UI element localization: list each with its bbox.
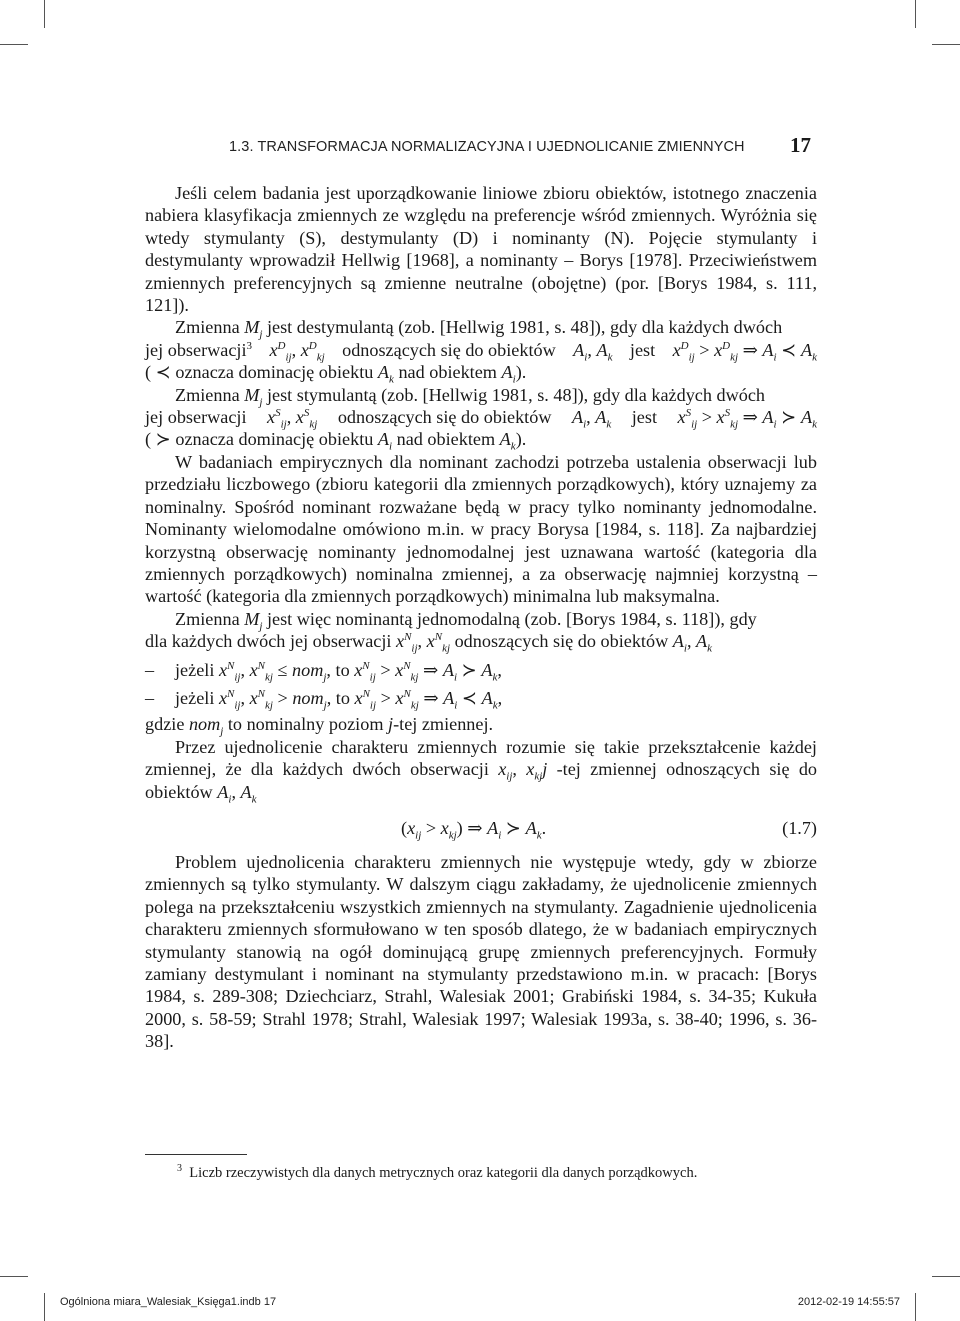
crop-mark: [44, 1293, 45, 1321]
equation-number: (1.7): [782, 817, 817, 838]
destymulanta-note: ( ≺ oznacza dominację obiektu $A_k$ nad obiektem $A_i$).: [145, 362, 527, 386]
nominanta-case-2: – jeżeli $x^N_{ij}$, $x^N_{kj} > nom_j$, to $x^N_{ij} > x^N_{kj}$ ⇒ $A_i$ ≺ $A_k$,: [145, 687, 503, 712]
equation-1-7: [145, 813, 817, 843]
destymulanta-definition-line: jej obserwacji$^3$ $x^D_{ij}$, $x^D_{kj}$ odnoszących się do obiektów $A_i$, $A_k$ jest $x^D_{ij} > x^D_{kj}$ ⇒ $A_i$ ≺ $A_k$: [145, 339, 817, 364]
page-number: 17: [790, 133, 811, 157]
crop-mark: [932, 44, 960, 45]
paragraph-ujednolicenie: Przez ujednolicenie charakteru zmiennych rozumie się takie przekształcenie każdej zmiennej, że dla każdych dwóch obserwacji $x_{ij}$, $x_{kj}j$ -tej zmiennej odnoszących się do obiektów $A_i$, $A_k$: [145, 736, 818, 806]
page-body: [145, 182, 817, 1053]
nominanta-gdzie: gdzie nom$_j$ to nominalny poziom j-tej zmiennej.: [145, 714, 494, 738]
nominanta-definition-line: dla każdych dwóch jej obserwacji $x^N_{ij}$, $x^N_{kj}$ odnoszących się do obiektów $A_i$, $A_k$: [145, 631, 713, 655]
stymulanta-note: ( ≻ oznacza dominację obiektu $A_i$ nad obiektem $A_k$).: [145, 429, 527, 454]
footer-file: Ogólniona miara_Walesiak_Księga1.indb 17: [60, 1296, 277, 1308]
crop-mark: [915, 1293, 916, 1321]
equation-body: $(x_{ij} > x_{kj})$ ⇒ $A_i$ ≻ $A_k$.: [401, 817, 547, 842]
footnote: [177, 1165, 817, 1182]
crop-mark: [915, 0, 916, 28]
footnote-ref[interactable]: 3: [246, 339, 253, 352]
stymulanta-definition-line: jej obserwacji $x^S_{ij}$, $x^S_{kj}$ odnoszących się do obiektów $A_i$, $A_k$ jest $x^S_{ij} > x^S_{kj}$ ⇒ $A_i$ ≻ $A_k$: [145, 407, 817, 431]
nominanta-case-1: – jeżeli $x^N_{ij}$, $x^N_{kj} \le nom_j$, to $x^N_{ij} > x^N_{kj}$ ⇒ $A_i$ ≻ $A_k$,: [145, 659, 502, 684]
footnote-text: Liczb rzeczywistych dla danych metrycznych oraz kategorii dla danych porządkowych.: [189, 1165, 698, 1181]
paragraph-stymulanta: Zmienna $M_j$ jest stymulantą (zob. [Hellwig 1981, s. 48]), gdy dla każdych dwóch: [175, 384, 765, 409]
paragraph-destymulanta: Zmienna $M_j$ jest destymulantą (zob. [Hellwig 1981, s. 48]), gdy dla każdych dwóch: [175, 317, 783, 342]
footnote-number: 3: [177, 1163, 182, 1175]
footnote-rule: [145, 1154, 247, 1155]
running-header: 1.3. TRANSFORMACJA NORMALIZACYJNA I UJEDNOLICANIE ZMIENNYCH: [229, 139, 745, 155]
paragraph-classification: Jeśli celem badania jest uporządkowanie liniowe zbioru obiektów, istotnego znaczenia nabiera klasyfikacja zmiennych ze względu na preferencje wśród zmiennych. Wyróżnia się wtedy stymulanty (S), destymulanty (D) i nominanty (N). Pojęcie stymulanty i destymulanty wprowadził Hellwig [1968], a nominanty – Borys [1978]. Przeciwieństwem zmiennych preferencyjnych są zmienne neutralne (obojętne) (por. [Borys 1984, s. 111, 121]).: [145, 183, 817, 316]
paragraph-nominanty: W badaniach empirycznych dla nominant zachodzi potrzeba ustalenia obserwacji lub przedziału liczbowego (zbioru kategorii dla zmiennych porządkowych), który uznajemy za nominalny. Spośród nominant rozważane będą w pracy tylko nominanty jednomodalne. Nominanty wielomodalne omówiono m.in. w pracy Borysa [1984, s. 118]. Za najbardziej korzystną obserwację nominanty jednomodalnej jest uznawana wartość (kategoria dla zmiennych porządkowych) nominalna zmiennej, a za obserwację najmniej korzystną – wartość (kategoria dla zmiennych porządkowych) minimalna lub maksymalna.: [145, 451, 817, 607]
footer-timestamp: 2012-02-19 14:55:57: [797, 1296, 900, 1308]
crop-mark: [44, 0, 45, 28]
print-footer: [60, 1296, 900, 1308]
crop-mark: [0, 44, 28, 45]
crop-mark: [932, 1276, 960, 1277]
crop-mark: [0, 1276, 28, 1277]
paragraph-nominanta: Zmienna $M_j$ jest więc nominantą jednomodalną (zob. [Borys 1984, s. 118]), gdy: [175, 608, 757, 633]
paragraph-problem: Problem ujednolicenia charakteru zmiennych nie występuje wtedy, gdy w zbiorze zmiennych są tylko stymulanty. W dalszym ciągu zakładamy, że ujednolicenie zmiennych polega na przekształceniu wszystkich zmiennych na stymulanty. Zagadnienie ujednolicenia charakteru zmiennych sformułowano w ten sposób dlatego, że w badaniach empirycznych stymulanty stanowią na ogół dominującą grupę zmiennych preferencyjnych. Formuły zamiany destymulant i nominant na stymulanty przedstawiono m.in. w pracach: [Borys 1984, s. 289-308; Dziechciarz, Strahl, Walesiak 2001; Grabiński 1984, s. 34-35; Kukuła 2000, s. 58-59; Strahl 1978; Strahl, Walesiak 1997; Walesiak 1993a, s. 38-40; 1996, s. 36-38].: [145, 851, 817, 1052]
